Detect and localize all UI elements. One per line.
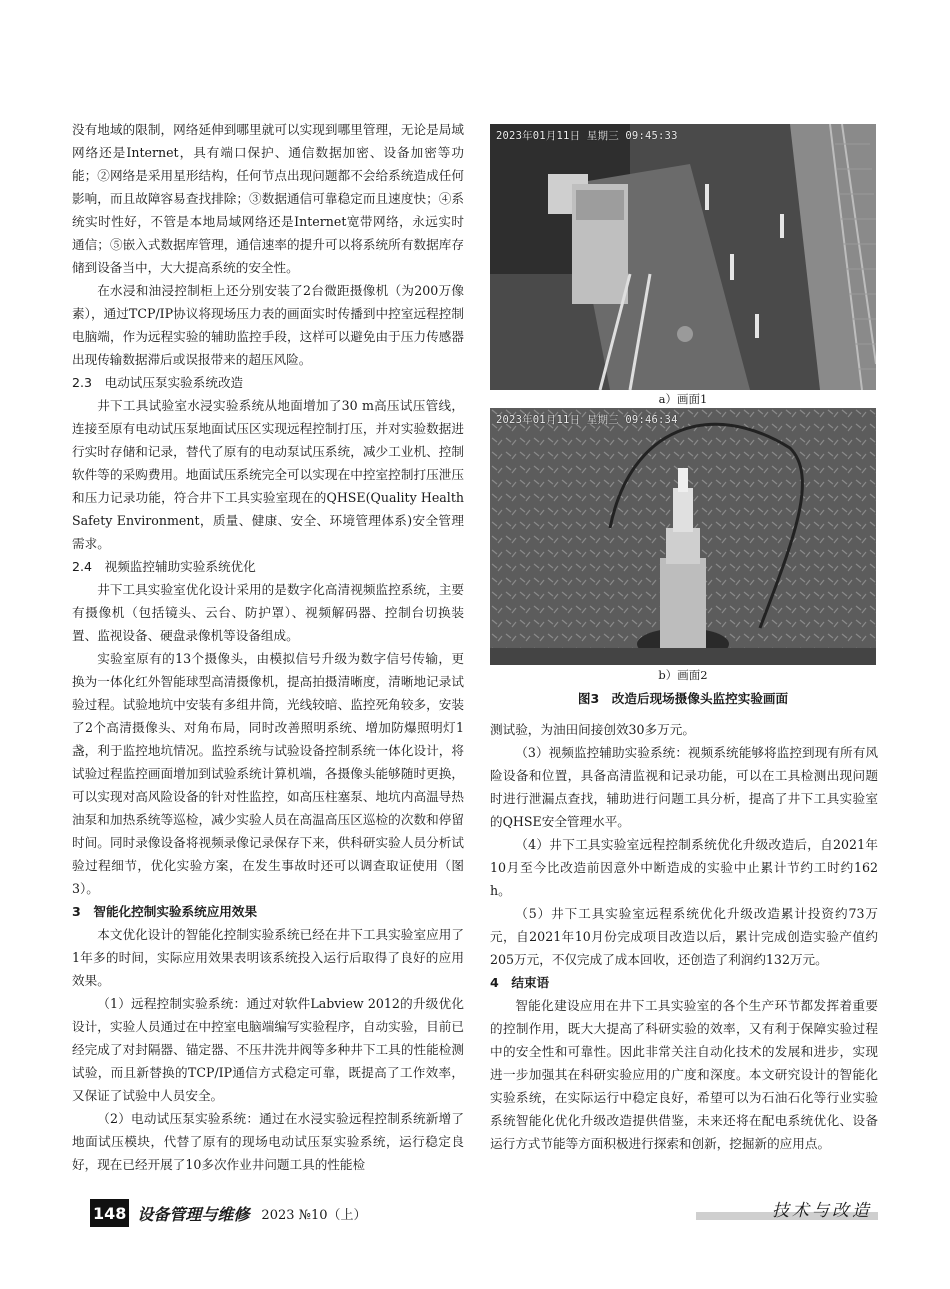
journal-name: 设备管理与维修: [137, 1204, 250, 1224]
photo-b-image: [490, 408, 876, 665]
timestamp-a: 2023年01月11日 星期三 09:45:33: [496, 130, 678, 142]
paragraph-3-4: （4）井下工具实验室远程控制系统优化升级改造后，自2021年10月至今比改造前因意外中断造成的实验中止累计节约工时约162 h。: [490, 837, 878, 898]
issue-number: 2023 №10（上）: [261, 1207, 367, 1223]
paragraph-network-features: 没有地域的限制，网络延伸到哪里就可以实现到哪里管理，无论是局域网络还是Internet，具有端口保护、通信数据加密、设备加密等功能；②网络是采用星形结构，任何节点出现问题都不会给系统造成任何影响，而且故障容易查找排除；③数据通信可靠稳定而且速度快；④系统实时性好，不管是本地局域网络还是Internet宽带网络，永远实时通信；⑤嵌入式数据库管理，通信速率的提升可以将系统所有数据库存储到设备当中，大大提高系统的安全性。: [72, 122, 464, 275]
left-column: [72, 118, 464, 1176]
paragraph-2-4-b: 实验室原有的13个摄像头，由模拟信号升级为数字信号传输，更换为一体化红外智能球型高清摄像机，提高拍摄清晰度，清晰地记录试验过程。试验地坑中安装有多组井筒，光线较暗、监控死角较多，安装了2个高清摄像头、对角布局，同时改善照明系统、增加防爆照明灯1盏，利于监控地坑情况。监控系统与试验设备控制系统一体化设计，将试验过程监控画面增加到试验系统计算机端，各摄像头能够随时更换，可以实现对高风险设备的针对性监控，如高压柱塞泵、地坑内高温导热油泵和加热系统等巡检，减少实验人员在高温高压区巡检的次数和停留时间。同时录像设备将视频录像记录保存下来，供科研实验人员分析试验过程细节，优化实验方案，在发生事故时还可以调查取证使用（图3）。: [72, 651, 464, 896]
figure-label-b: b）画面2: [658, 668, 708, 682]
figure-photo-a: [490, 124, 876, 390]
paragraph-3-2: （2）电动试压泵实验系统：通过在水浸实验远程控制系统新增了地面试压模块，代替了原有的现场电动试压泵实验系统，运行稳定良好，现在已经开展了10多次作业井问题工具的性能检: [72, 1111, 464, 1172]
paragraph-3-5: （5）井下工具实验室远程系统优化升级改造累计投资约73万元，自2021年10月份完成项目改造以后，累计完成创造实验产值约205万元，不仅完成了成本回收，还创造了利润约132万元。: [490, 906, 878, 967]
page-number: 148: [90, 1199, 129, 1227]
paragraph-3-3: （3）视频监控辅助实验系统：视频系统能够将监控到现有所有风险设备和位置，具备高清监视和记录功能，可以在工具检测出现问题时进行泄漏点查找，辅助进行问题工具分析，提高了井下工具实验室的QHSE安全管理水平。: [490, 745, 878, 829]
figure-caption: 图3 改造后现场摄像头监控实验画面: [577, 691, 789, 706]
figure-photo-b: [490, 408, 876, 665]
figure-label-a: a）画面1: [658, 392, 708, 406]
footer-left: [90, 1198, 366, 1228]
paragraph-4: 智能化建设应用在井下工具实验室的各个生产环节都发挥着重要的控制作用，既大大提高了科研实验的效率，又有利于保障实验过程中的安全性和可靠性。因此非常关注自动化技术的发展和进步，实现进一步加强其在科研实验应用的广度和深度。本文研究设计的智能化实验系统，在实际运行中稳定良好，希望可以为石油石化等行业实验系统智能化优化升级改造提供借鉴，未来还将在配电系统优化、设备运行方式节能等方面积极进行探索和创新，挖掘新的应用点。: [490, 998, 878, 1151]
timestamp-b: 2023年01月11日 星期三 09:46:34: [496, 414, 678, 426]
paragraph-2-3: 井下工具试验室水浸实验系统从地面增加了30 m高压试压管线，连接至原有电动试压泵地面试压区实现远程控制打压，并对实验数据进行实时存储和记录，替代了原有的电动泵试压系统，减少工业机、控制软件等的采购费用。地面试压系统完全可以实现在中控室控制打压泄压和压力记录功能，符合井下工具实验室现在的QHSE(Quality Health Safety Environment，质量、健康、安全、环境管理体系)安全管理需求。: [72, 398, 464, 551]
section-tag: 技术与改造: [772, 1201, 872, 1221]
paragraph-macro-cameras: 在水浸和油浸控制柜上还分别安装了2台微距摄像机（为200万像素），通过TCP/IP协议将现场压力表的画面实时传播到中控室远程控制电脑端，作为远程实验的辅助监控手段，这样可以避免由于压力传感器出现传输数据滞后或误报带来的超压风险。: [72, 283, 464, 367]
right-column: [490, 718, 878, 1155]
paragraph-3-1: （1）远程控制实验系统：通过对软件Labview 2012的升级优化设计，实验人员通过在中控室电脑端编写实验程序，自动实验，目前已经完成了对封隔器、锚定器、不压井洗井阀等多种井下工具的性能检测试验，而且新替换的TCP/IP通信方式稳定可靠，既提高了工作效率，又保证了试验中人员安全。: [72, 996, 464, 1103]
heading-3: 3 智能化控制实验系统应用效果: [72, 904, 258, 919]
heading-2-3: 2.3 电动试压泵实验系统改造: [72, 375, 244, 390]
heading-2-4: 2.4 视频监控辅助实验系统优化: [72, 559, 256, 574]
paragraph-3-2-continued: 测试验，为油田间接创效30多万元。: [490, 722, 695, 737]
photo-a-image: [490, 124, 876, 390]
heading-4: 4 结束语: [490, 975, 550, 990]
paragraph-2-4-a: 井下工具实验室优化设计采用的是数字化高清视频监控系统，主要有摄像机（包括镜头、云台、防护罩）、视频解码器、控制台切换装置、监视设备、硬盘录像机等设备组成。: [72, 582, 464, 643]
paragraph-3: 本文优化设计的智能化控制实验系统已经在井下工具实验室应用了1年多的时间，实际应用效果表明该系统投入运行后取得了良好的应用效果。: [72, 927, 464, 988]
